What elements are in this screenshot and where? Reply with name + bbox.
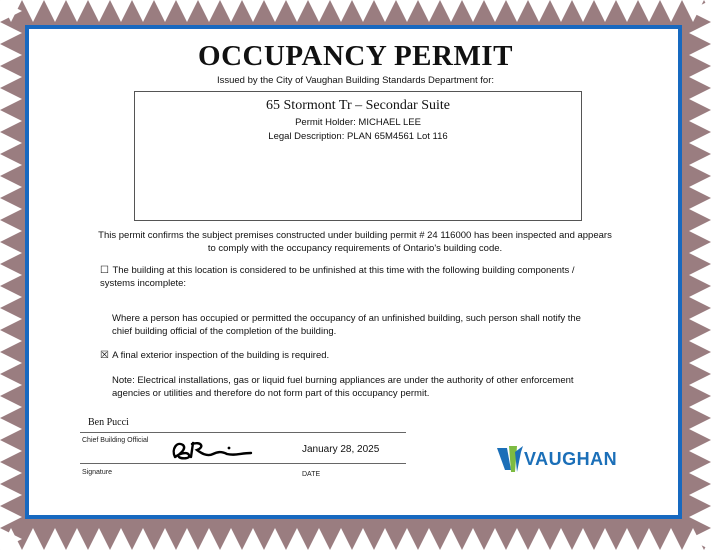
issued-by: Issued by the City of Vaughan Building Standards Department for: — [216, 75, 495, 86]
divider — [80, 432, 406, 433]
date-label: DATE — [302, 471, 321, 478]
signature-image — [167, 437, 257, 463]
unchecked-box-icon: ☐ — [100, 265, 109, 276]
certificate-title: OCCUPANCY PERMIT — [198, 40, 513, 72]
checked-box-icon: ☒ — [100, 350, 109, 361]
confirmation-text: This permit confirms the subject premises constructed under building permit # 24 116000 has been inspected and appears to comply with the occupancy requirements of Ontario's building code. — [98, 230, 612, 254]
logo-text: VAUGHAN — [524, 449, 618, 469]
option-final-inspection — [100, 349, 600, 362]
permit-holder: Permit Holder: MICHAEL LEE — [295, 117, 421, 128]
legal-description: Legal Description: PLAN 65M4561 Lot 116 — [268, 131, 448, 142]
option-unfinished — [100, 264, 600, 290]
official-name: Ben Pucci — [88, 417, 129, 428]
property-box — [134, 91, 582, 221]
divider — [80, 463, 406, 464]
property-address: 65 Stormont Tr – Secondar Suite — [266, 98, 450, 113]
signature-label: Signature — [82, 469, 112, 476]
issue-date: January 28, 2025 — [302, 444, 380, 455]
option-text: The building at this location is considered to be unfinished at this time with the following building components / systems incomplete: — [100, 265, 575, 289]
occupied-notice: Where a person has occupied or permitted the occupancy of an unfinished building, such person shall notify the chief building official of the completion of the building. — [112, 313, 581, 337]
official-role: Chief Building Official — [82, 437, 149, 444]
option-text: A final exterior inspection of the building is required. — [112, 350, 330, 361]
note-text: Note: Electrical installations, gas or liquid fuel burning appliances are under the authority of other enforcement agencies or utilities and therefore do not form part of this occupancy permit. — [112, 375, 574, 399]
